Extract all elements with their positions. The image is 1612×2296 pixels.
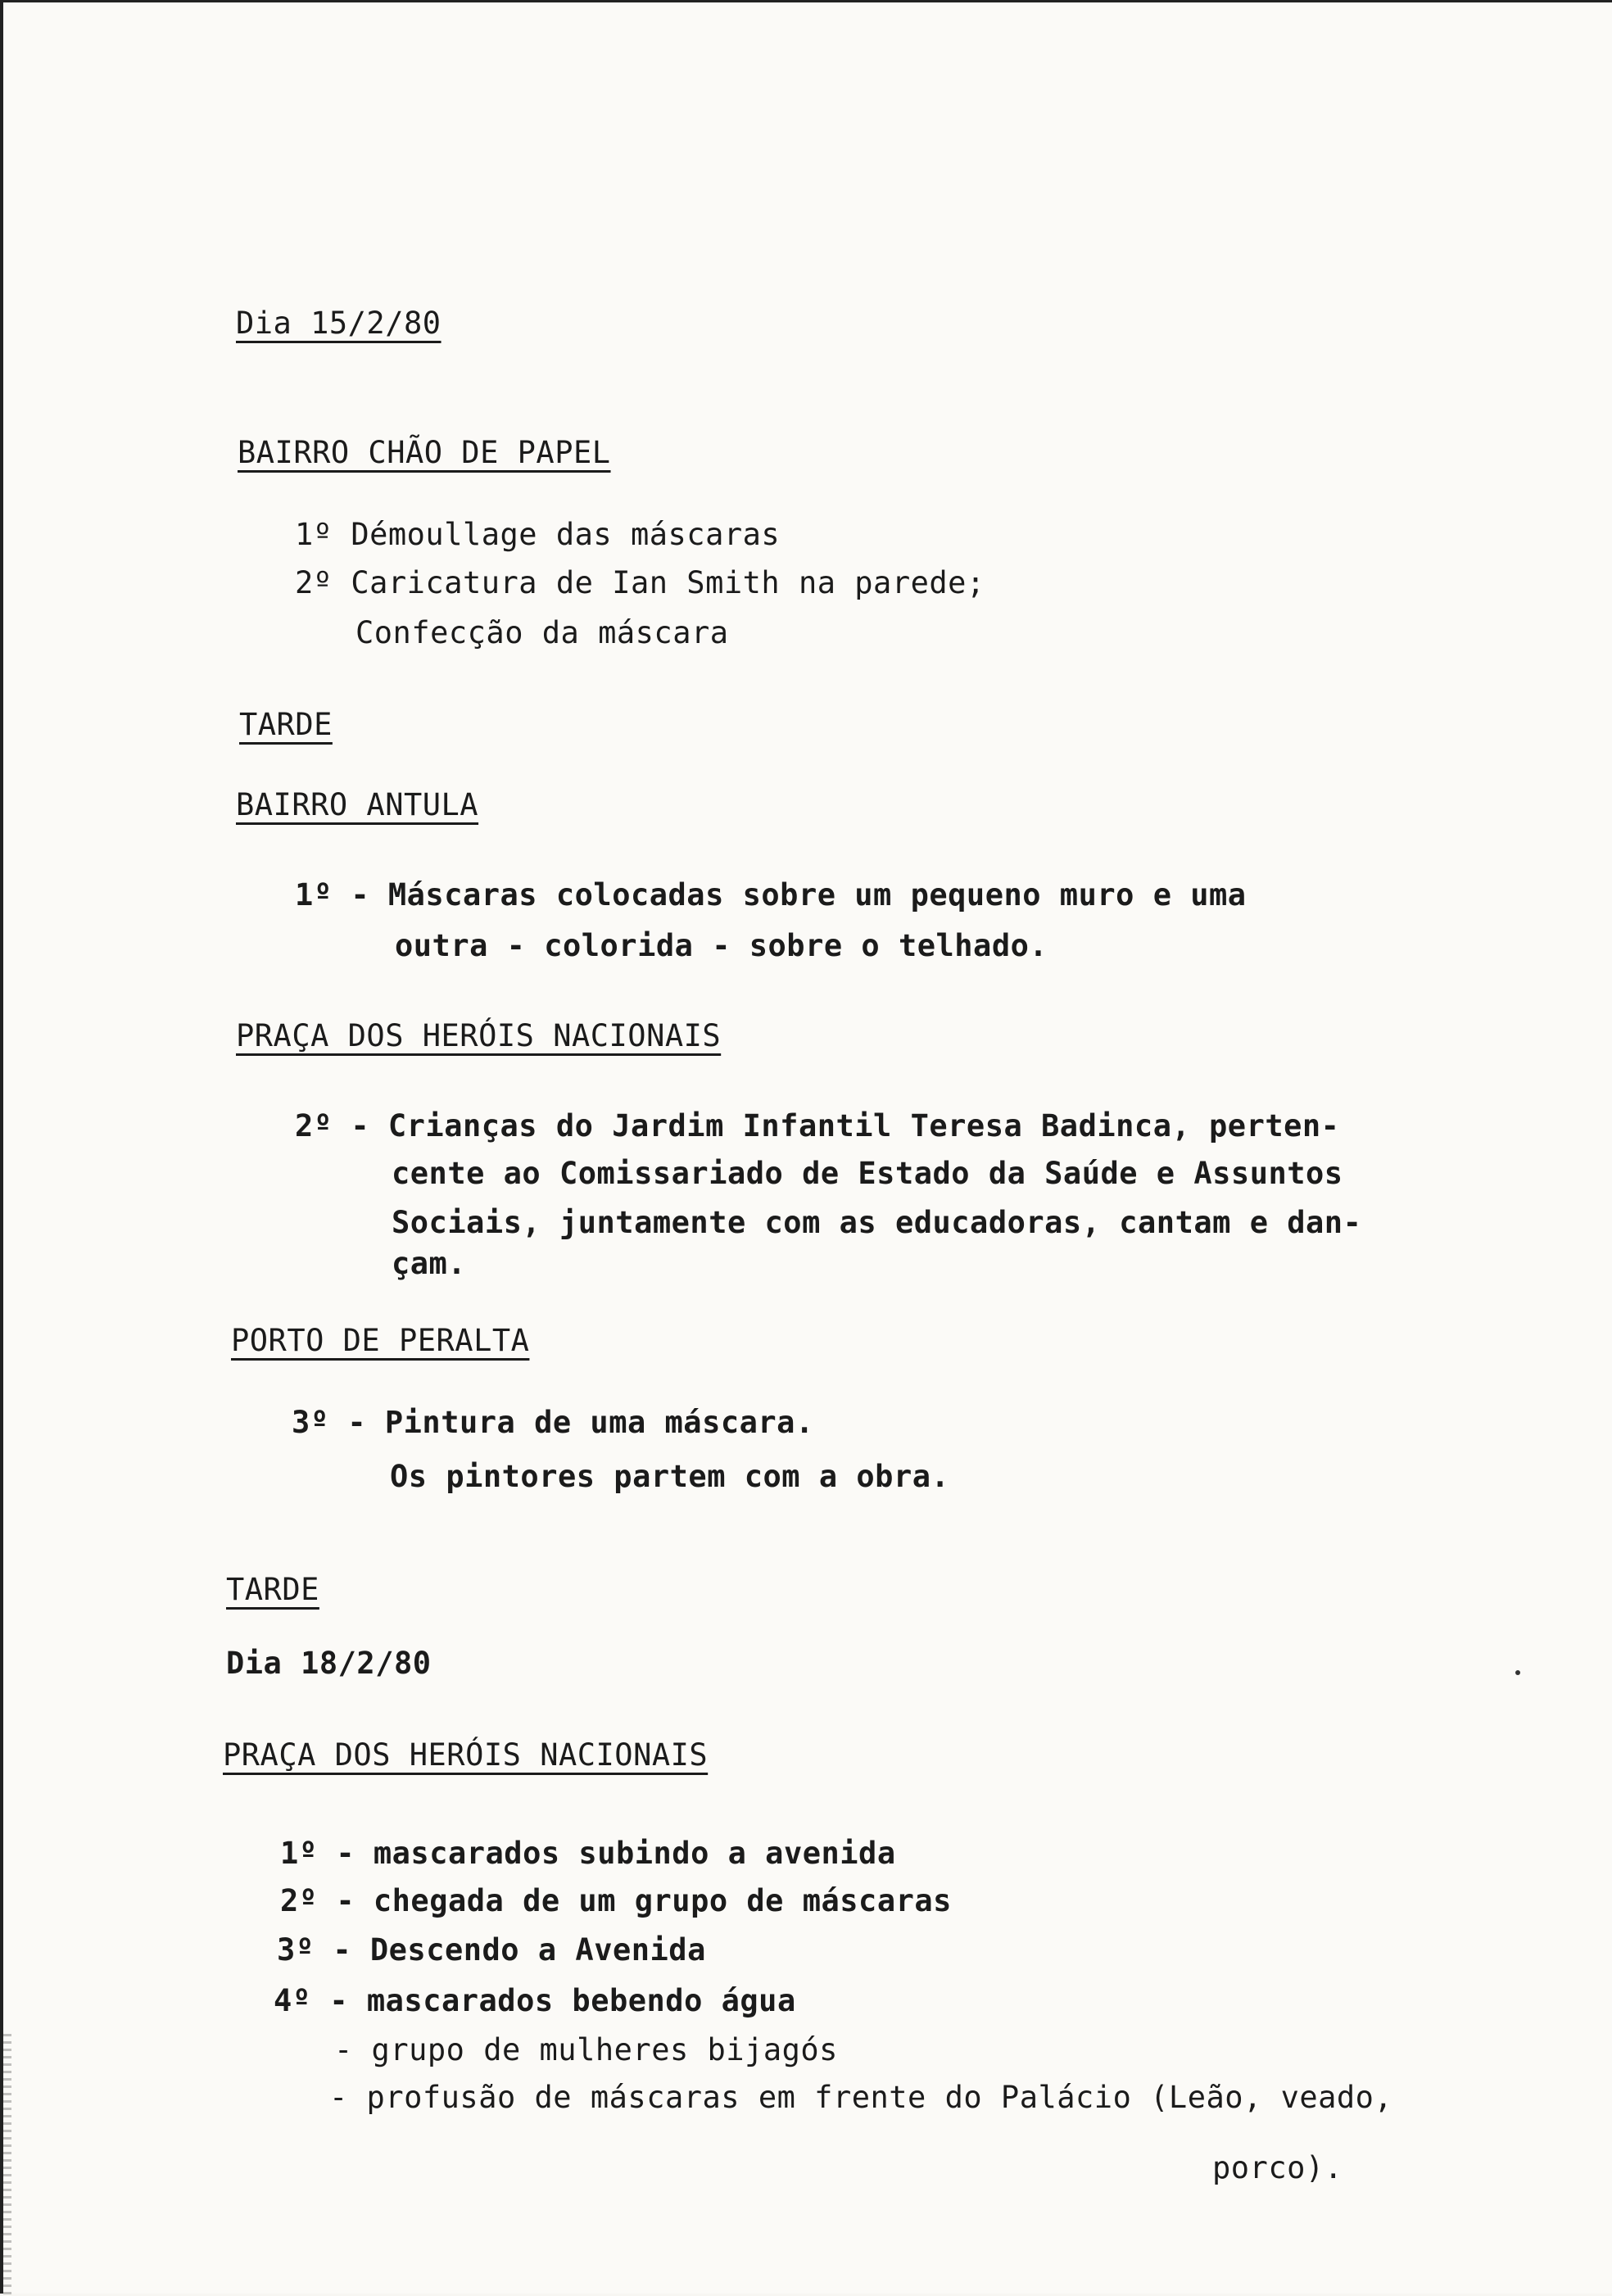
section-heading-praca-herois-1: PRAÇA DOS HERÓIS NACIONAIS — [236, 1018, 722, 1053]
line-item-2-criancas-cont-1: cente ao Comissariado de Estado da Saúde e Assuntos — [392, 1156, 1343, 1191]
line-item-3-continuation: Os pintores partem com a obra. — [390, 1459, 950, 1494]
line-item-1-demoullage: 1º Démoullage das máscaras — [295, 517, 781, 552]
section-heading-tarde-2: TARDE — [226, 1572, 319, 1607]
line-item-2-chegada: 2º - chegada de um grupo de máscaras — [280, 1883, 952, 1918]
line-item-4-bebendo: 4º - mascarados bebendo água — [274, 1983, 796, 2018]
line-item-1-mascarados-subindo: 1º - mascarados subindo a avenida — [280, 1836, 896, 1871]
section-heading-bairro-antula: BAIRRO ANTULA — [236, 787, 479, 822]
line-item-2-continuation: Confecção da máscara — [355, 615, 729, 650]
line-item-1-mascaras-colocadas: 1º - Máscaras colocadas sobre um pequeno muro e uma — [295, 877, 1247, 913]
date-heading-15-2-80: Dia 15/2/80 — [236, 306, 441, 341]
line-item-3-descendo: 3º - Descendo a Avenida — [277, 1932, 706, 1968]
section-heading-porto-de-peralta: PORTO DE PERALTA — [231, 1323, 530, 1358]
date-heading-18-2-80: Dia 18/2/80 — [226, 1646, 432, 1681]
line-item-4-profusao-cont: porco). — [1212, 2150, 1343, 2185]
line-item-2-criancas: 2º - Crianças do Jardim Infantil Teresa Badinca, perten- — [295, 1108, 1340, 1143]
line-item-4-mulheres: - grupo de mulheres bijagós — [334, 2032, 838, 2067]
scan-edge-noise — [3, 2034, 11, 2296]
section-heading-tarde-1: TARDE — [239, 707, 333, 742]
line-item-3-pintura: 3º - Pintura de uma máscara. — [292, 1405, 814, 1440]
section-heading-bairro-chao-de-papel: BAIRRO CHÃO DE PAPEL — [238, 435, 611, 470]
line-item-2-caricatura: 2º Caricatura de Ian Smith na parede; — [295, 565, 985, 600]
line-item-2-criancas-cont-2: Sociais, juntamente com as educadoras, cantam e dan- — [392, 1205, 1362, 1240]
scan-speck — [1515, 1670, 1520, 1675]
line-item-2-criancas-cont-3: çam. — [392, 1246, 467, 1281]
line-item-1-continuation: outra - colorida - sobre o telhado. — [395, 928, 1048, 963]
line-item-4-profusao: - profusão de máscaras em frente do Palácio (Leão, veado, — [329, 2080, 1393, 2115]
section-heading-praca-herois-2: PRAÇA DOS HERÓIS NACIONAIS — [223, 1737, 709, 1773]
